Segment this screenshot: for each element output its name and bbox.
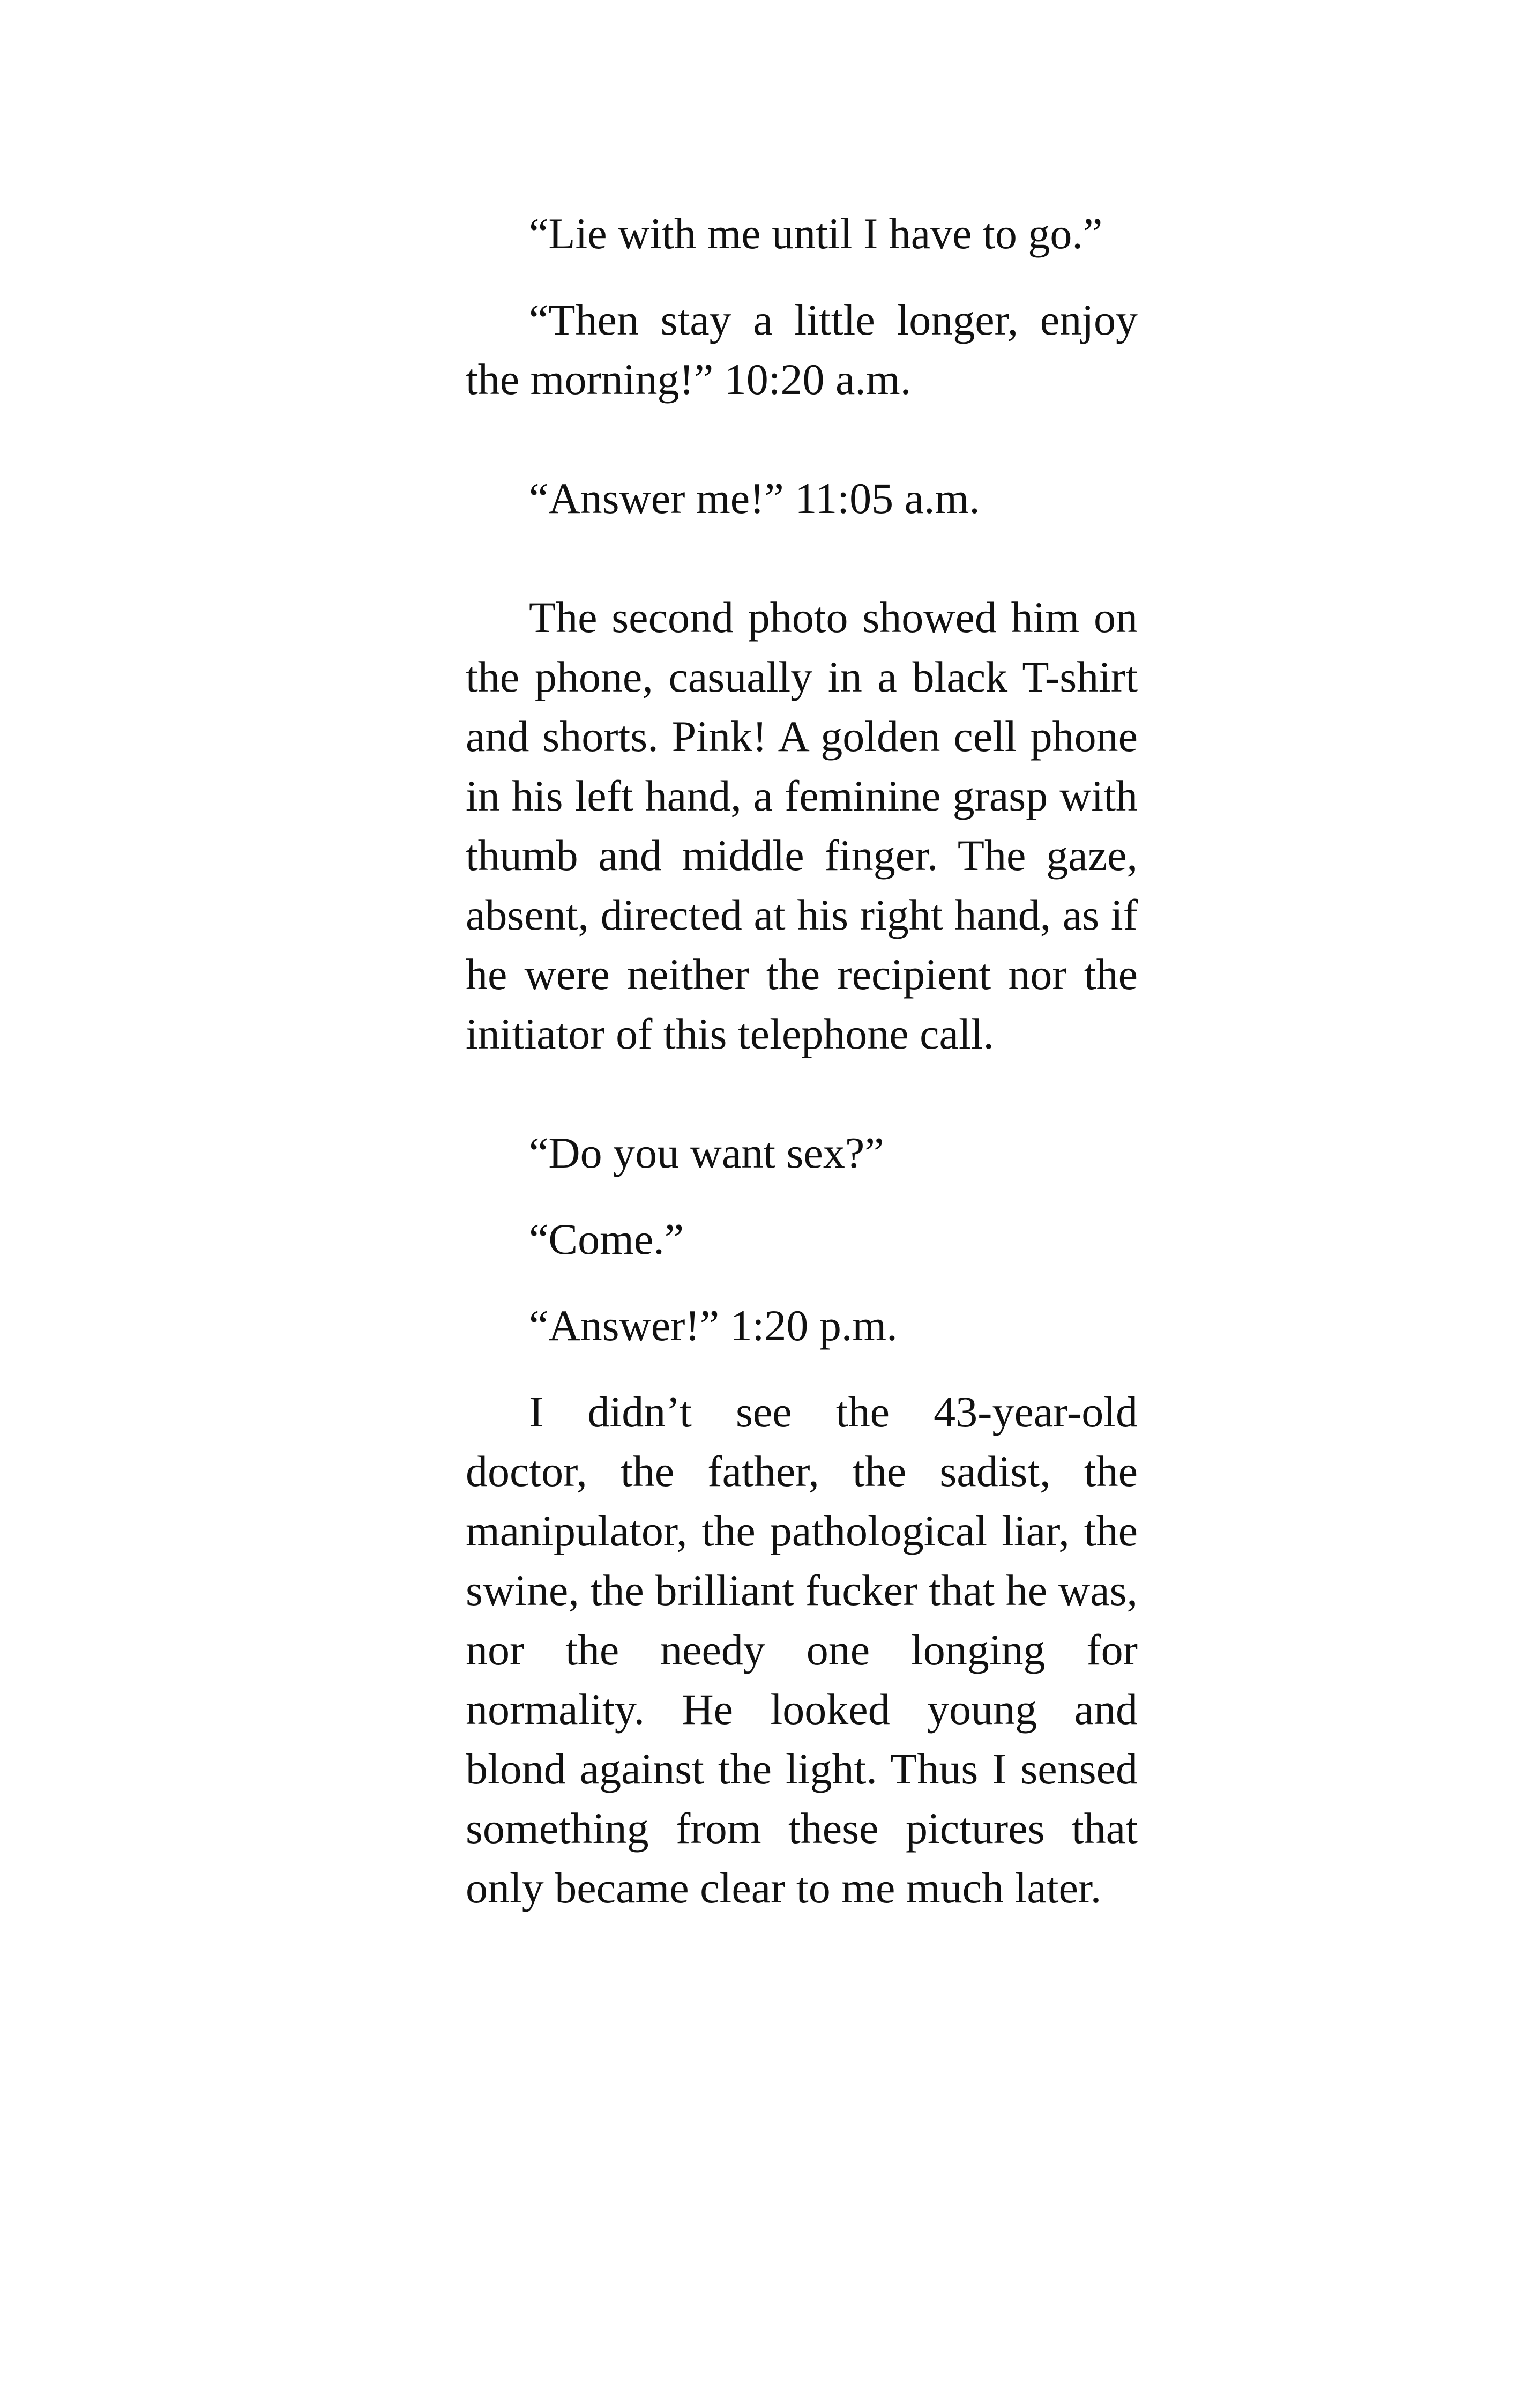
paragraph-stay-longer: “Then stay a little longer, enjoy the morning!” 10:20 a.m. [466, 295, 1138, 404]
paragraph-answer: “Answer!” 1:20 p.m. [529, 1301, 898, 1350]
paragraph-come: “Come.” [529, 1215, 684, 1264]
paragraph-answer-me: “Answer me!” 11:05 a.m. [529, 474, 980, 523]
paragraph-want-sex: “Do you want sex?” [529, 1128, 884, 1177]
book-page [466, 204, 1138, 1918]
paragraph-lie-with-me: “Lie with me until I have to go.” [529, 209, 1103, 258]
paragraph-didnt-see: I didn’t see the 43-year-old doctor, the father, the sadist, the manipulator, the pathological liar, the swine, the brilliant fucker that he was, nor the needy one longing for normality. He looked young and blond against the light. Thus I sensed something from these pictures that only became clear to me much later. [466, 1387, 1138, 1912]
paragraph-second-photo: The second photo showed him on the phone, casually in a black T-shirt and shorts. Pink! A golden cell phone in his left hand, a feminine grasp with thumb and middle finger. The gaze, absent, directed at his right hand, as if he were neither the recipient nor the initiator of this telephone call. [466, 593, 1138, 1058]
